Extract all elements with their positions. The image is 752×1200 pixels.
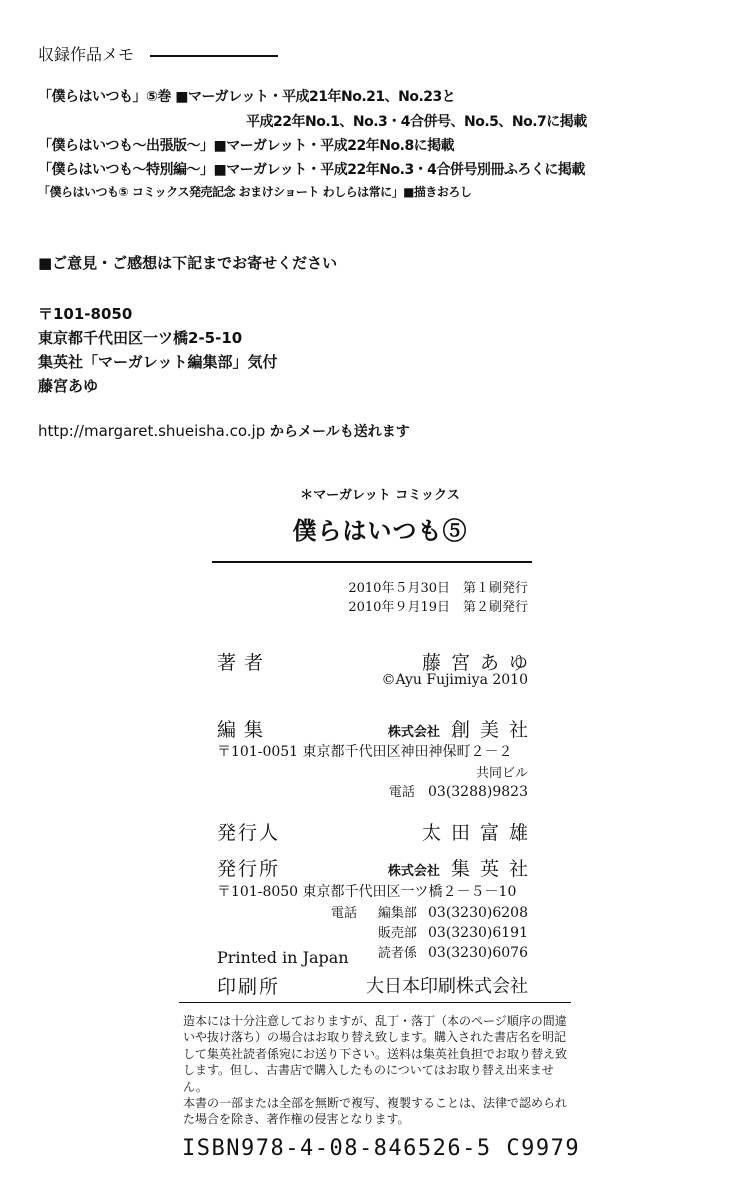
- editor-name: 創美社: [450, 719, 538, 741]
- editor-tel-label: 電話: [388, 785, 415, 800]
- publishing-house-label: 発行所: [217, 858, 281, 880]
- feedback-url-suffix: からメールも送れます: [270, 424, 410, 440]
- notice-replacement-policy: 造本には十分注意しておりますが、乱丁・落丁（本のページ順序の間違いや抜け落ち）の場合はお取り替え致します。購入された書店名を明記して集英社読者係宛にお送り下さい。送料は集英社負担でお取り替え致します。但し、古書店で購入したものについてはお取り替え出来ません。: [183, 1014, 568, 1094]
- feedback-url-link[interactable]: http://margaret.shueisha.co.jp: [38, 422, 266, 440]
- publishing-house-address: 〒101-8050 東京都千代田区一ツ橋２－５－10: [217, 884, 517, 900]
- memo-line-5: 「僕らはいつも⑤ コミックス発売記念 おまけショート わしらは常に」■描きおろし: [38, 185, 472, 199]
- memo-heading-rule: [150, 55, 278, 57]
- feedback-company: 集英社「マーガレット編集部」気付: [38, 353, 278, 371]
- print-date-2: 2010年９月19日 第２刷発行: [348, 600, 528, 615]
- tel-number: 03(3230)6191: [428, 925, 528, 941]
- tel-row-editorial: [378, 902, 528, 921]
- feedback-postal-code: 〒101-8050: [38, 305, 133, 323]
- publisher-label: 発行人: [217, 822, 281, 844]
- publisher-name: 太田富雄: [421, 822, 538, 844]
- notice-text: [183, 1013, 569, 1128]
- print-date-1: 2010年５月30日 第１刷発行: [348, 581, 528, 596]
- tel-number: 03(3230)6076: [428, 945, 528, 961]
- tel-row-readers: [378, 942, 528, 961]
- tel-dept: 編集部: [377, 906, 417, 921]
- publishing-house-prefix: 株式会社: [387, 864, 440, 879]
- editor-address: 〒101-0051 東京都千代田区神田神保町２－２: [217, 744, 513, 760]
- editor-prefix: 株式会社: [387, 725, 440, 740]
- book-title: 僕らはいつも⑤: [292, 516, 468, 545]
- memo-heading: 収録作品メモ: [38, 45, 135, 64]
- notice-copyright-policy: 本書の一部または全部を無断で複写、複製することは、法律で認められた場合を除き、著作権の侵害となります。: [183, 1096, 568, 1127]
- editor-label: 編集: [217, 719, 272, 741]
- memo-line-4: 「僕らはいつも～特別編～」■マーガレット・平成22年No.3・4合併号別冊ふろくに掲載: [38, 162, 585, 178]
- publishing-house-tel-label: 電話: [331, 906, 358, 921]
- feedback-heading: ■ご意見・ご感想は下記までお寄せください: [38, 254, 338, 272]
- editor-tel-number: 03(3288)9823: [428, 784, 528, 800]
- memo-line-1: 「僕らはいつも」⑤巻 ■マーガレット・平成21年No.21、No.23と: [38, 89, 456, 105]
- tel-row-sales: [378, 922, 528, 941]
- copyright-notice: ©Ayu Fujimiya 2010: [381, 672, 528, 688]
- memo-line-2: 平成22年No.1、No.3・4合併号、No.5、No.7に掲載: [246, 114, 587, 130]
- title-rule: [212, 561, 532, 563]
- printed-in-japan: Printed in Japan: [217, 948, 349, 967]
- publishing-house-name: 集英社: [450, 858, 538, 880]
- feedback-author: 藤宮あゆ: [38, 377, 99, 395]
- author-name: 藤宮あゆ: [421, 652, 538, 674]
- memo-line-3: 「僕らはいつも～出張版～」■マーガレット・平成22年No.8に掲載: [38, 138, 455, 154]
- isbn-code: ISBN978-4-08-846526-5 C9979: [182, 1136, 581, 1161]
- printer-label: 印刷所: [217, 976, 281, 998]
- tel-dept: 読者係: [377, 946, 417, 961]
- tel-dept: 販売部: [377, 926, 417, 941]
- feedback-address: 東京都千代田区一ツ橋2-5-10: [38, 329, 243, 347]
- series-name: ＊マーガレット コミックス: [300, 488, 460, 503]
- tel-number: 03(3230)6208: [428, 905, 528, 921]
- author-label: 著者: [217, 652, 272, 674]
- printer-name: 大日本印刷株式会社: [366, 976, 528, 997]
- editor-building: 共同ビル: [475, 766, 528, 781]
